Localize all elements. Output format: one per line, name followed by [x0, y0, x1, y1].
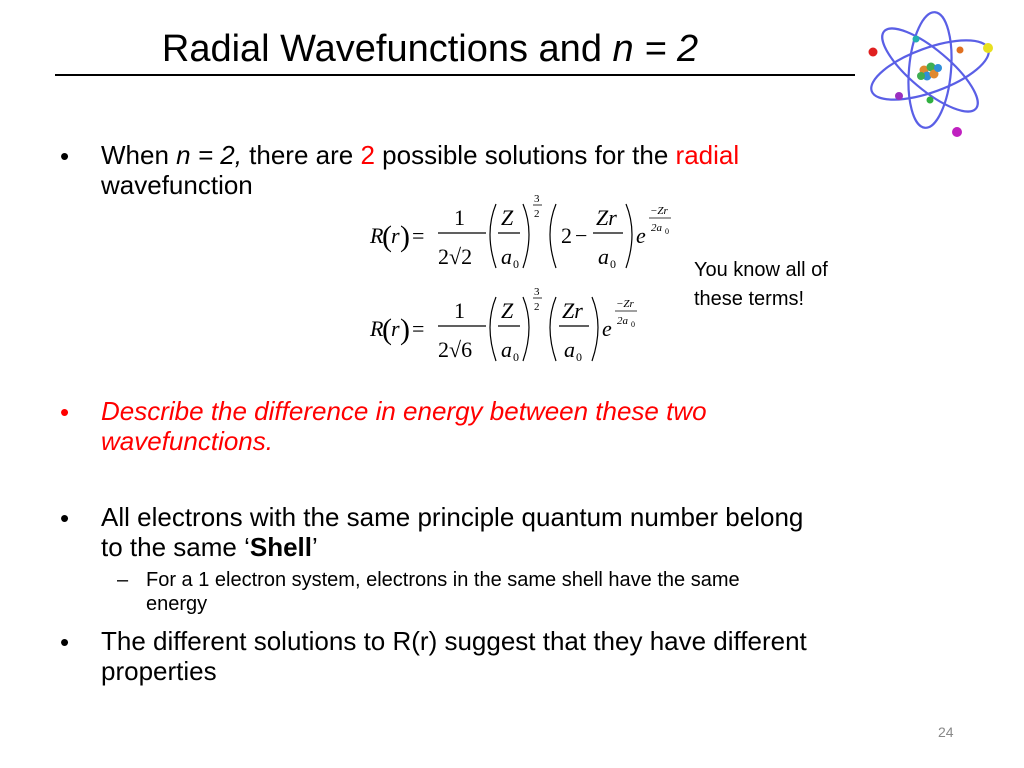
- eq1-bigparen-2-open: [550, 204, 556, 268]
- page-number: 24: [938, 724, 954, 740]
- equation-1: [368, 190, 688, 280]
- eq1-e: e: [636, 223, 646, 248]
- eq2-bigparen-2-open: [550, 297, 556, 361]
- eq2-exp-den: 2: [534, 301, 540, 313]
- bullet-3-line-2: [101, 532, 971, 562]
- eq2-lhs-R: R: [370, 316, 384, 341]
- eq1-a-sub: 0: [513, 257, 519, 271]
- eq2-equals: =: [412, 316, 425, 341]
- atom-icon: [864, 4, 1004, 140]
- bullet-marker: •: [60, 503, 70, 533]
- bullet-3-line-1: All electrons with the same principle quantum number belong: [101, 502, 804, 532]
- slide-title: [0, 24, 860, 74]
- bullet-2-question: [101, 396, 971, 456]
- eq2-paren-open: (: [382, 313, 392, 346]
- bullet-3-sub: [146, 568, 966, 616]
- eq2-e: e: [602, 316, 612, 341]
- bullet-2-line-1: Describe the difference in energy between these two: [101, 396, 707, 426]
- bullet-1-red-word: radial: [675, 140, 740, 170]
- bullet-3-text-b: ’: [312, 532, 318, 562]
- eq2-prefactor-den: 2√6: [438, 337, 473, 362]
- bullet-1-italic: n = 2,: [176, 140, 242, 170]
- eq1-exp-den: 2: [534, 208, 540, 220]
- eq1-equals: =: [412, 223, 425, 248]
- bullet-1-text-b: there are: [241, 140, 361, 170]
- side-note: [694, 256, 894, 314]
- eq2-paren-close: ): [400, 313, 410, 346]
- bullet-1-text-a: When: [101, 140, 177, 170]
- bullet-1-line-2: wavefunction: [101, 170, 253, 200]
- eq1-e-exp-den-sub: 0: [665, 227, 669, 236]
- eq2-e-exp-num: −Zr: [616, 298, 634, 310]
- bullet-4: [101, 626, 971, 686]
- eq2-lhs-r: r: [391, 316, 400, 341]
- eq2-bigparen-1-close: [523, 297, 529, 361]
- title-italic-text: n = 2: [612, 28, 699, 70]
- eq2-a-2-sub: 0: [576, 350, 582, 364]
- sub-bullet-line-1: For a 1 electron system, electrons in the same shell have the same: [146, 569, 740, 591]
- eq2-exp-num: 3: [534, 286, 540, 298]
- bullet-marker: •: [60, 627, 70, 657]
- eq2-Zr: Zr: [562, 298, 583, 323]
- title-underline: [55, 74, 855, 76]
- eq1-Z: Z: [501, 205, 514, 230]
- eq1-bigparen-1-close: [523, 204, 529, 268]
- eq2-Z: Z: [501, 298, 514, 323]
- sub-bullet-marker: –: [117, 569, 129, 591]
- eq2-a-sub: 0: [513, 350, 519, 364]
- eq1-bigparen-1-open: [490, 204, 496, 268]
- eq1-Zr: Zr: [596, 205, 617, 230]
- eq1-exp-num: 3: [534, 193, 540, 205]
- eq1-paren-close: ): [400, 220, 410, 253]
- side-note-line-2: these terms!: [694, 288, 805, 310]
- eq1-e-exp-num: −Zr: [650, 205, 668, 217]
- eq1-minus: −: [575, 223, 588, 248]
- bullet-3-bold-shell: Shell: [249, 532, 312, 562]
- side-note-line-1: You know all of: [694, 259, 828, 281]
- sub-bullet-line-2: energy: [146, 593, 208, 615]
- eq2-e-exp-den-sub: 0: [631, 320, 635, 329]
- eq2-a: a: [501, 337, 512, 362]
- eq1-const-2: 2: [561, 223, 572, 248]
- eq1-bigparen-2-close: [626, 204, 632, 268]
- bullet-4-line-1: The different solutions to R(r) suggest that they have different: [101, 626, 807, 656]
- bullet-marker: •: [60, 141, 70, 171]
- bullet-2-line-2: wavefunctions.: [101, 426, 273, 456]
- eq2-e-exp-den: 2a: [617, 315, 628, 327]
- eq1-lhs-R: R: [370, 223, 384, 248]
- eq2-prefactor-num: 1: [454, 298, 465, 323]
- eq1-prefactor-den: 2√2: [438, 244, 473, 269]
- bullet-3-text-a: to the same ‘: [101, 532, 250, 562]
- eq1-a: a: [501, 244, 512, 269]
- bullet-marker: •: [60, 397, 70, 427]
- equation-2: [368, 283, 688, 373]
- eq2-bigparen-2-close: [592, 297, 598, 361]
- eq1-e-exp-den: 2a: [651, 222, 662, 234]
- bullet-1-red-number: 2: [360, 140, 375, 170]
- eq1-a-2: a: [598, 244, 609, 269]
- eq1-prefactor-num: 1: [454, 205, 465, 230]
- eq1-a-2-sub: 0: [610, 257, 616, 271]
- bullet-1-text-c: possible solutions for the: [374, 140, 676, 170]
- eq1-paren-open: (: [382, 220, 392, 253]
- bullet-3: [101, 502, 971, 562]
- eq2-bigparen-1-open: [490, 297, 496, 361]
- bullet-4-line-2: properties: [101, 656, 217, 686]
- eq2-a-2: a: [564, 337, 575, 362]
- title-text: Radial Wavefunctions and: [161, 28, 613, 70]
- eq1-lhs-r: r: [391, 223, 400, 248]
